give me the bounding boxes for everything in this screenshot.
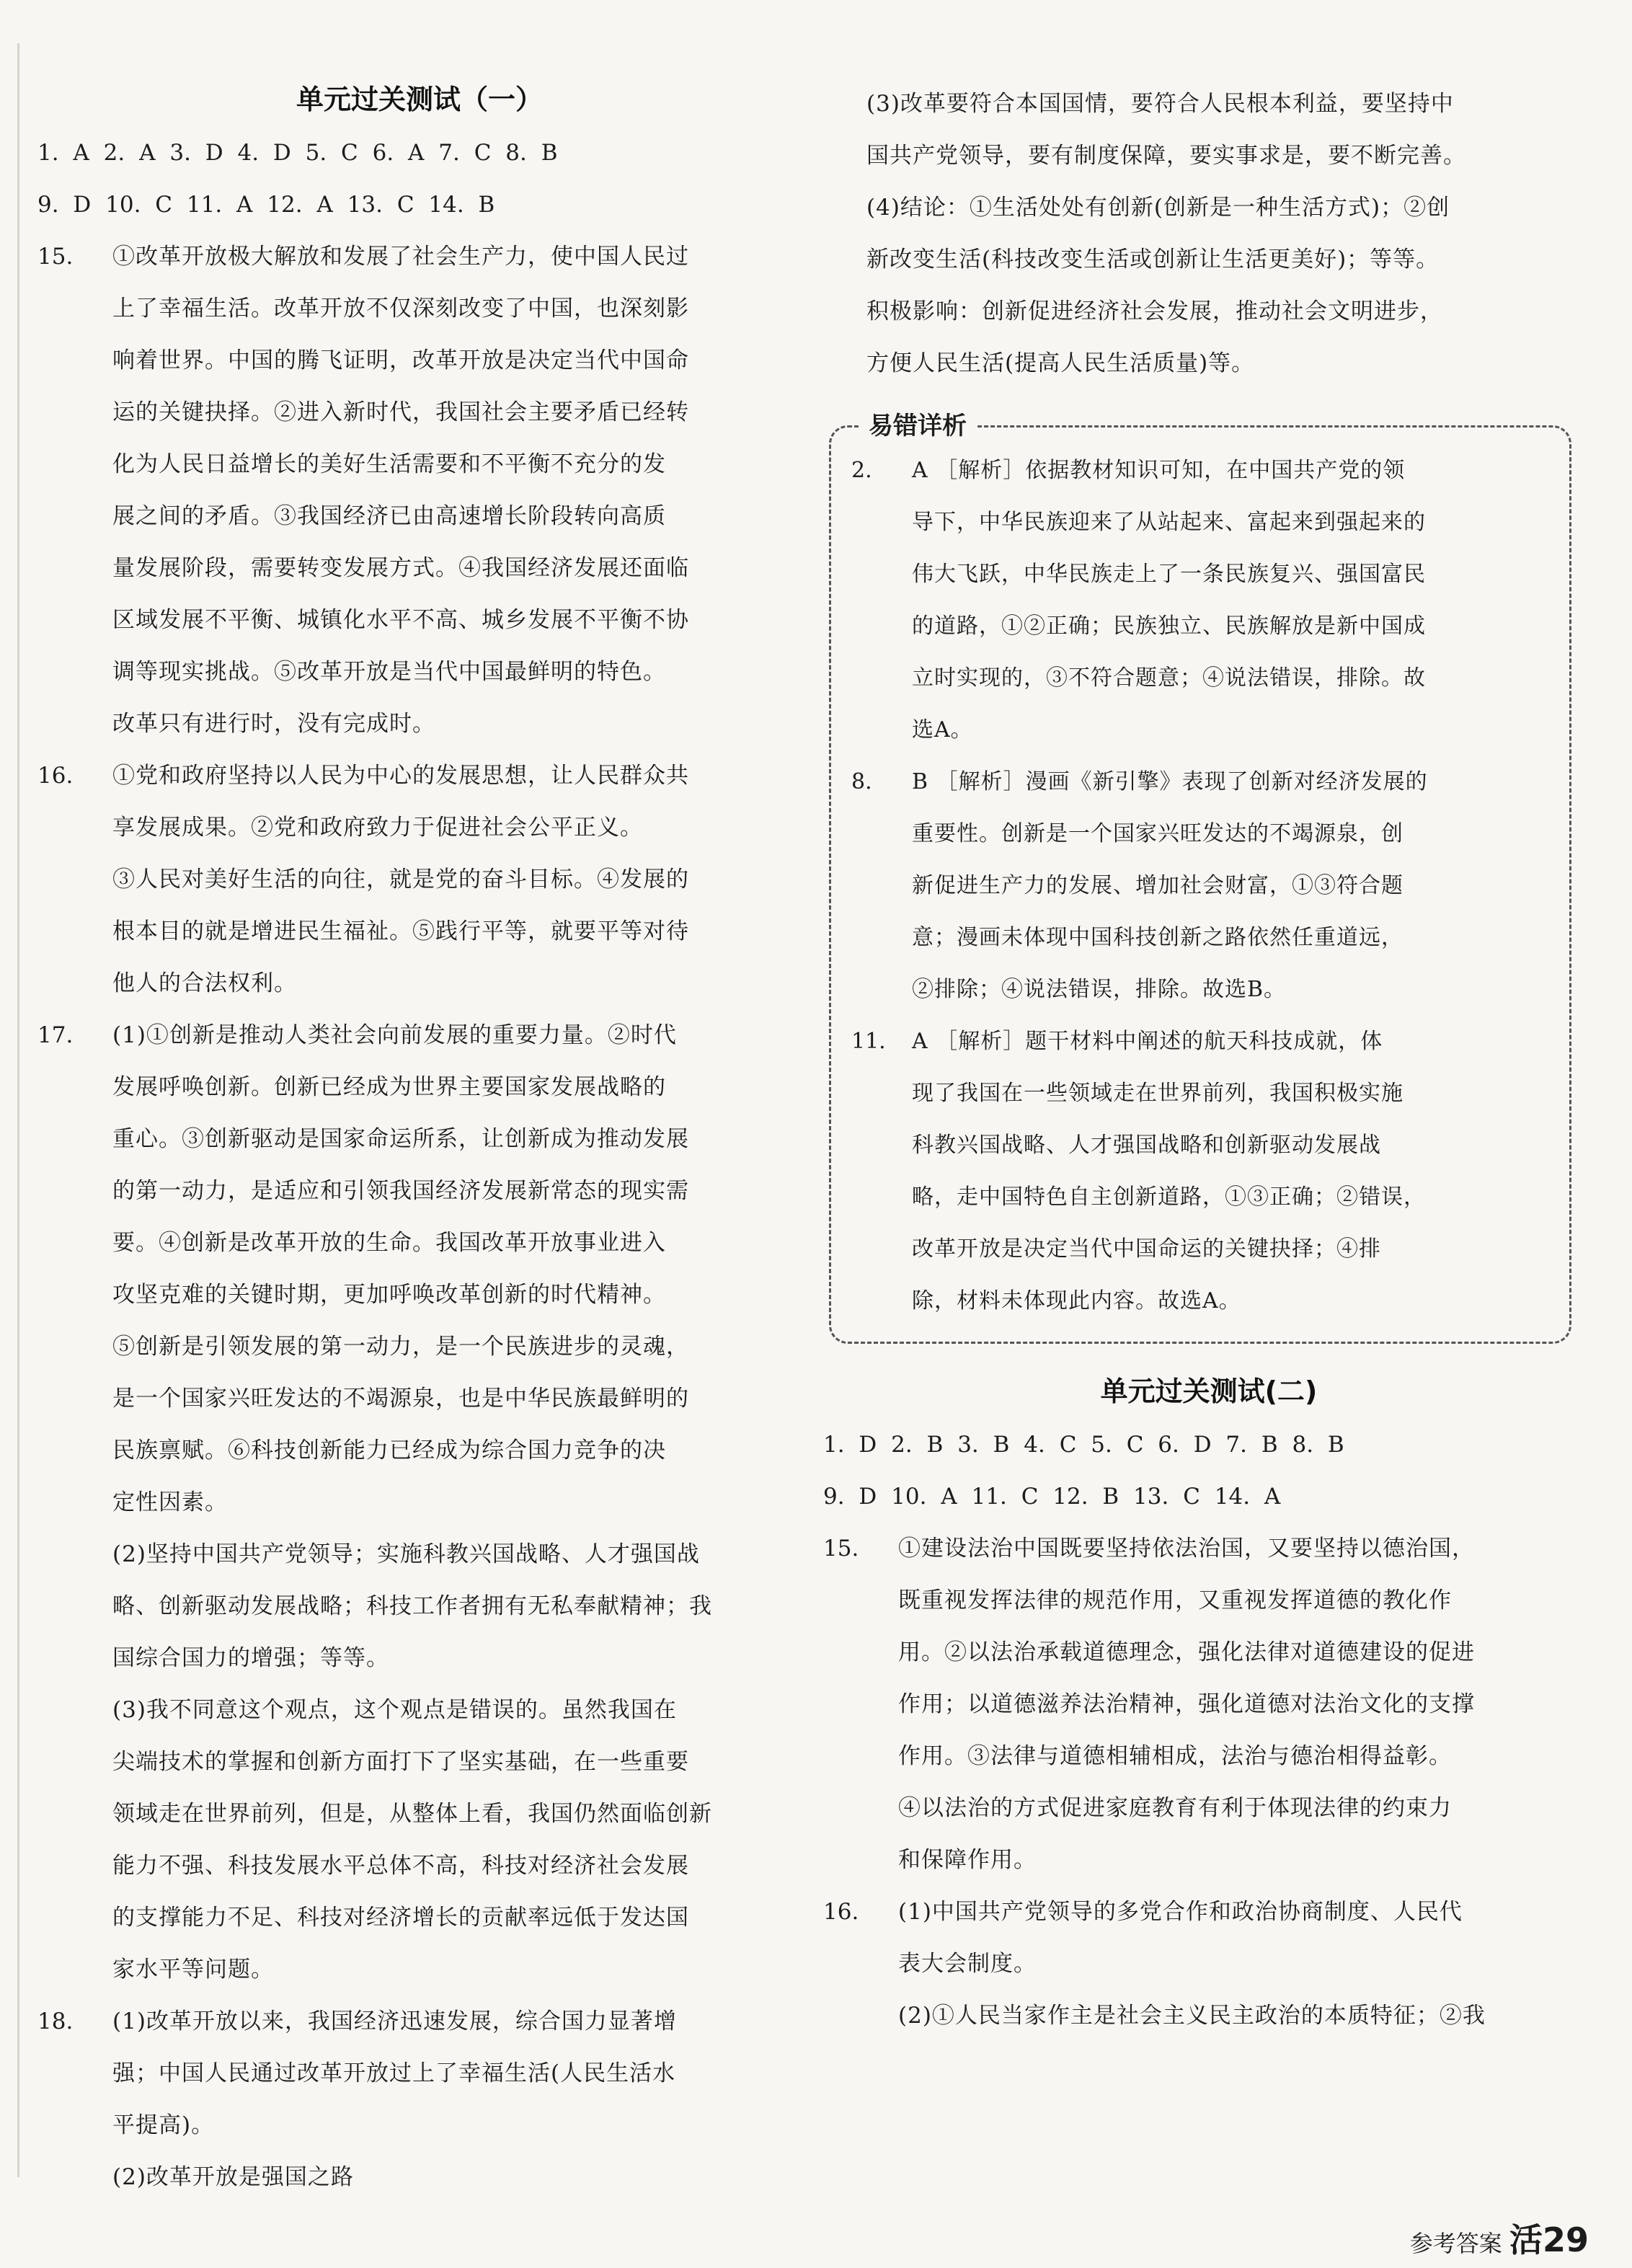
answer-line: 根本目的就是增进民生福祉。⑤践行平等，就要平等对待 — [112, 918, 689, 944]
question-number: 15. — [37, 244, 74, 270]
answer-line: ①建设法治中国既要坚持依法治国，又要坚持以德治国， — [898, 1536, 1475, 1562]
analysis-line: 的道路，①②正确；民族独立、民族解放是新中国成 — [912, 613, 1426, 639]
answer-line: 国综合国力的增强；等等。 — [112, 1645, 389, 1671]
analysis-line: A ［解析］题干材料中阐述的航天科技成就，体 — [912, 1029, 1383, 1054]
answer-body — [112, 231, 802, 750]
answer-line: 作用；以道德滋养法治精神，强化道德对法治文化的支撑 — [898, 1691, 1475, 1717]
analysis-line: 导下，中华民族迎来了从站起来、富起来到强起来的 — [912, 510, 1426, 535]
analysis-line: 科教兴国战略、人才强国战略和创新驱动发展战 — [912, 1133, 1381, 1158]
answer-line: 的第一动力，是适应和引领我国经济发展新常态的现实需 — [112, 1178, 689, 1204]
question-number: 11. — [851, 1029, 886, 1054]
page-footer — [1410, 2222, 1589, 2262]
answer-line: 定性因素。 — [112, 1489, 228, 1515]
answer-line: (2)①人民当家作主是社会主义民主政治的本质特征；②我 — [898, 2003, 1486, 2029]
answer-line: 发展呼唤创新。创新已经成为世界主要国家发展战略的 — [112, 1074, 666, 1100]
answer-line: 尖端技术的掌握和创新方面打下了坚实基础，在一些重要 — [112, 1749, 689, 1775]
question-16-answer — [37, 750, 802, 1009]
answer-line: 平提高)。 — [112, 2112, 215, 2138]
answer-line: ①党和政府坚持以人民为中心的发展思想，让人民群众共 — [112, 763, 689, 789]
answer-line: (3)我不同意这个观点，这个观点是错误的。虽然我国在 — [112, 1697, 677, 1723]
answer-line: (2)改革开放是强国之路 — [112, 2164, 354, 2190]
analysis-body — [912, 756, 1555, 1016]
answer-line: (1)①创新是推动人类社会向前发展的重要力量。②时代 — [112, 1022, 677, 1048]
answer-line: (1)改革开放以来，我国经济迅速发展，综合国力显著增 — [112, 2008, 677, 2034]
analysis-line: B ［解析］漫画《新引擎》表现了创新对经济发展的 — [912, 769, 1428, 794]
page-number: 活29 — [1509, 2220, 1589, 2259]
mc-answers-row-2: 9. D 10. C 11. A 12. A 13. C 14. B — [37, 192, 495, 218]
left-column — [37, 72, 802, 2203]
answer-line: 是一个国家兴旺发达的不竭源泉，也是中华民族最鲜明的 — [112, 1386, 689, 1412]
question-number: 17. — [37, 1022, 74, 1048]
answer-line: 新改变生活(科技改变生活或创新让生活更美好)；等等。 — [866, 247, 1440, 273]
question-number: 16. — [823, 1899, 859, 1925]
footer-label: 参考答案 — [1409, 2230, 1502, 2257]
analysis-line: A ［解析］依据教材知识可知，在中国共产党的领 — [912, 458, 1406, 483]
error-item-8 — [851, 756, 1555, 1016]
answer-body — [898, 1886, 1595, 2042]
analysis-line: 伟大飞跃，中华民族走上了一条民族复兴、强国富民 — [912, 562, 1426, 587]
question-17-answer — [37, 1009, 802, 1995]
analysis-line: 现了我国在一些领域走在世界前列，我国积极实施 — [912, 1081, 1403, 1106]
answer-line: 要。④创新是改革开放的生命。我国改革开放事业进入 — [112, 1230, 666, 1256]
question-15-answer — [37, 231, 802, 750]
answer-line: 国共产党领导，要有制度保障，要实事求是，要不断完善。 — [866, 143, 1466, 169]
analysis-line: 改革开放是决定当代中国命运的关键抉择；④排 — [912, 1236, 1381, 1262]
mc-answers-row-1: 1. D 2. B 3. B 4. C 5. C 6. D 7. B 8. B — [823, 1432, 1344, 1458]
error-analysis-title: 易错详析 — [860, 409, 975, 443]
analysis-body — [912, 1016, 1555, 1327]
error-item-11 — [851, 1016, 1555, 1327]
answer-body — [112, 750, 802, 1009]
right-column — [823, 78, 1595, 2042]
question-number: 8. — [851, 769, 872, 794]
analysis-line: 意；漫画未体现中国科技创新之路依然任重道远， — [912, 925, 1403, 950]
answer-line: (4)结论：①生活处处有创新(创新是一种生活方式)；②创 — [866, 195, 1450, 221]
answer-body — [112, 1009, 802, 1995]
question-number: 15. — [823, 1536, 859, 1562]
analysis-line: 除，材料未体现此内容。故选A。 — [912, 1288, 1241, 1314]
question-number: 18. — [37, 2008, 74, 2034]
answer-line: ①改革开放极大解放和发展了社会生产力，使中国人民过 — [112, 244, 689, 270]
answer-line: 上了幸福生活。改革开放不仅深刻改变了中国，也深刻影 — [112, 296, 689, 322]
answer-line: 积极影响：创新促进经济社会发展，推动社会文明进步， — [866, 298, 1443, 324]
answer-body — [898, 1523, 1595, 1886]
question-15-answer-unit-2 — [823, 1523, 1595, 1886]
answer-line: 他人的合法权利。 — [112, 970, 297, 996]
answer-line: 化为人民日益增长的美好生活需要和不平衡不充分的发 — [112, 451, 666, 477]
answer-line: 家水平等问题。 — [112, 1957, 274, 1983]
error-item-2 — [851, 445, 1555, 756]
answer-line: 略、创新驱动发展战略；科技工作者拥有无私奉献精神；我 — [112, 1593, 712, 1619]
question-number: 16. — [37, 763, 74, 789]
answer-line: 区域发展不平衡、城镇化水平不高、城乡发展不平衡不协 — [112, 607, 689, 633]
question-18-continued — [866, 78, 1595, 389]
question-number: 2. — [851, 458, 872, 483]
answer-line: 用。②以法治承载道德理念，强化法律对道德建设的促进 — [898, 1639, 1475, 1665]
mc-answers-row-1: 1. A 2. A 3. D 4. D 5. C 6. A 7. C 8. B — [37, 140, 558, 166]
answer-line: 改革只有进行时，没有完成时。 — [112, 711, 435, 737]
analysis-line: ②排除；④说法错误，排除。故选B。 — [912, 977, 1287, 1002]
analysis-body — [912, 445, 1555, 756]
answer-body — [112, 1995, 802, 2203]
answer-line: 响着世界。中国的腾飞证明，改革开放是决定当代中国命 — [112, 347, 689, 373]
answer-line: 攻坚克难的关键时期，更加呼唤改革创新的时代精神。 — [112, 1282, 666, 1308]
analysis-line: 立时实现的，③不符合题意；④说法错误，排除。故 — [912, 665, 1426, 691]
analysis-line: 新促进生产力的发展、增加社会财富，①③符合题 — [912, 873, 1403, 898]
answer-line: 重心。③创新驱动是国家命运所系，让创新成为推动发展 — [112, 1126, 689, 1152]
answer-line: (2)坚持中国共产党领导；实施科教兴国战略、人才强国战 — [112, 1541, 700, 1567]
answer-line: ④以法治的方式促进家庭教育有利于体现法律的约束力 — [898, 1795, 1452, 1821]
answer-line: 和保障作用。 — [898, 1847, 1037, 1873]
page-edge-line — [17, 43, 19, 2177]
answer-line: 表大会制度。 — [898, 1951, 1037, 1977]
analysis-line: 重要性。创新是一个国家兴旺发达的不竭源泉，创 — [912, 821, 1403, 846]
answer-line: 展之间的矛盾。③我国经济已由高速增长阶段转向高质 — [112, 503, 666, 529]
answer-line: 量发展阶段，需要转变发展方式。④我国经济发展还面临 — [112, 555, 689, 581]
answer-line: ⑤创新是引领发展的第一动力，是一个民族进步的灵魂， — [112, 1334, 689, 1360]
mc-answers-row-2: 9. D 10. A 11. C 12. B 13. C 14. A — [823, 1484, 1281, 1510]
question-18-answer — [37, 1995, 802, 2203]
answer-line: 作用。③法律与道德相辅相成，法治与德治相得益彰。 — [898, 1743, 1452, 1769]
section-title-unit-test-2: 单元过关测试(二) — [1100, 1376, 1318, 1407]
answer-line: 领域走在世界前列，但是，从整体上看，我国仍然面临创新 — [112, 1801, 712, 1827]
answer-line: (1)中国共产党领导的多党合作和政治协商制度、人民代 — [898, 1899, 1463, 1925]
question-16-answer-unit-2 — [823, 1886, 1595, 2042]
answer-line: 方便人民生活(提高人民生活质量)等。 — [866, 350, 1255, 376]
error-analysis-box — [829, 412, 1571, 1344]
answer-line: 调等现实挑战。⑤改革开放是当代中国最鲜明的特色。 — [112, 659, 666, 685]
analysis-line: 略，走中国特色自主创新道路，①③正确；②错误， — [912, 1184, 1426, 1210]
section-title-unit-test-1: 单元过关测试（一） — [296, 84, 543, 115]
answer-line: 享发展成果。②党和政府致力于促进社会公平正义。 — [112, 815, 643, 841]
answer-line: 运的关键抉择。②进入新时代，我国社会主要矛盾已经转 — [112, 399, 689, 425]
answer-line: 能力不强、科技发展水平总体不高，科技对经济社会发展 — [112, 1853, 689, 1879]
answer-line: 的支撑能力不足、科技对经济增长的贡献率远低于发达国 — [112, 1905, 689, 1931]
answer-line: ③人民对美好生活的向往，就是党的奋斗目标。④发展的 — [112, 867, 689, 892]
analysis-line: 选A。 — [912, 717, 973, 743]
answer-line: 强；中国人民通过改革开放过上了幸福生活(人民生活水 — [112, 2060, 676, 2086]
answer-line: 既重视发挥法律的规范作用，又重视发挥道德的教化作 — [898, 1587, 1452, 1613]
answer-line: 民族禀赋。⑥科技创新能力已经成为综合国力竞争的决 — [112, 1438, 666, 1463]
answer-line: (3)改革要符合本国国情，要符合人民根本利益，要坚持中 — [866, 91, 1454, 117]
